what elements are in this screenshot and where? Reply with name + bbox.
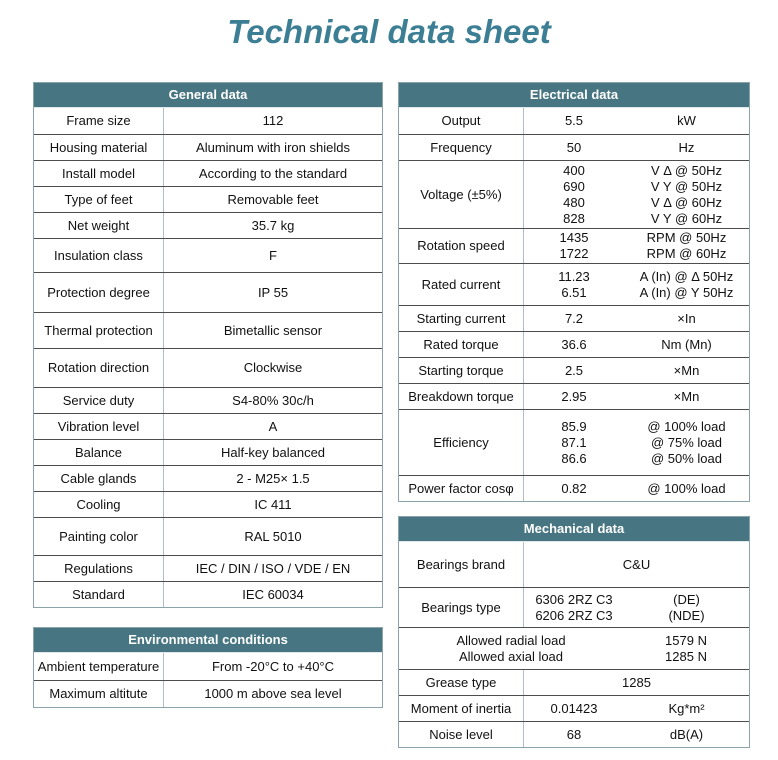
row-label [399, 332, 524, 357]
row-value-text: Aluminum with iron shields [196, 139, 350, 155]
row-label-text: Vibration level [57, 418, 140, 434]
row-label-text: Output [441, 113, 481, 128]
table-row [34, 272, 382, 312]
row-value-text: 86.6 [561, 450, 587, 466]
row-value-text: 2.95 [561, 388, 587, 404]
general-rows [34, 108, 382, 607]
row-value [164, 681, 382, 707]
row-label [34, 313, 164, 348]
row-label-text: Allowed radial load [456, 632, 566, 648]
row-label [34, 518, 164, 555]
table-mechanical [398, 516, 750, 748]
row-value-text: Removable feet [227, 191, 319, 207]
row-value-text: IC 411 [254, 496, 292, 512]
row-label-text: Starting torque [418, 362, 504, 378]
row-value-text: 50 [566, 139, 582, 155]
row-label [399, 229, 524, 263]
row-value [524, 358, 624, 383]
row-unit-text: Hz [678, 139, 695, 155]
table-header-general: General data [34, 83, 382, 108]
table-general [33, 82, 383, 608]
row-label [34, 388, 164, 413]
row-label [399, 722, 524, 747]
row-label-text: Net weight [67, 217, 130, 233]
row-label-text: Frequency [430, 139, 492, 155]
row-value [524, 670, 749, 695]
row-unit-text: ×In [677, 310, 696, 326]
row-unit-text: (NDE) [668, 607, 705, 623]
environmental-rows [34, 653, 382, 707]
row-label-text: Frame size [66, 113, 131, 128]
table-row [34, 517, 382, 555]
row-value [164, 273, 382, 312]
table-row [399, 587, 749, 627]
row-label-text: Efficiency [433, 434, 489, 450]
row-label [34, 239, 164, 272]
row-unit-text: A (In) @ Y 50Hz [639, 284, 734, 300]
row-value-text: 690 [563, 178, 585, 194]
row-value-text: S4-80% 30c/h [232, 392, 314, 408]
row-value [524, 229, 624, 263]
row-value [164, 108, 382, 134]
row-label-text: Starting current [416, 310, 506, 326]
row-unit [624, 410, 749, 475]
row-unit [624, 476, 749, 501]
row-unit-text: Kg*m² [668, 700, 705, 716]
table-row [399, 357, 749, 383]
row-value [623, 628, 749, 669]
row-value [524, 108, 624, 134]
row-label-text: Breakdown torque [408, 388, 514, 404]
table-environmental [33, 627, 383, 708]
row-label [399, 476, 524, 501]
row-unit [624, 384, 749, 409]
table-row [34, 680, 382, 707]
row-value-text: A [268, 418, 278, 434]
table-row [399, 695, 749, 721]
row-label [34, 213, 164, 238]
row-value [164, 492, 382, 517]
row-label [34, 349, 164, 387]
row-value [524, 696, 624, 721]
row-unit [624, 588, 749, 627]
table-row [399, 160, 749, 228]
page-title: Technical data sheet [227, 13, 551, 50]
row-value [164, 349, 382, 387]
row-value [164, 161, 382, 186]
row-label-text: Grease type [425, 674, 497, 690]
row-label-text: Thermal protection [44, 322, 153, 338]
row-unit-text: dB(A) [669, 726, 704, 742]
row-value [524, 588, 624, 627]
row-value-text: IP 55 [257, 284, 289, 300]
row-value-text: 1000 m above sea level [204, 686, 342, 701]
row-value-text: IEC / DIN / ISO / VDE / EN [195, 560, 351, 576]
table-row [399, 383, 749, 409]
row-value-text: 828 [563, 210, 585, 226]
mechanical-rows [399, 542, 749, 747]
table-row [34, 439, 382, 465]
table-row [34, 134, 382, 160]
right-column [398, 82, 750, 748]
row-value-text: Half-key balanced [220, 444, 326, 460]
table-row [34, 387, 382, 413]
table-row [399, 228, 749, 263]
row-value-text: 11.23 [558, 268, 590, 284]
row-label-text: Rotation speed [417, 238, 505, 253]
row-label [34, 135, 164, 160]
row-label-text: Cable glands [60, 470, 137, 486]
row-unit-text: V Δ @ 50Hz [650, 162, 723, 178]
row-label [34, 653, 164, 680]
row-unit-text: RPM @ 60Hz [646, 246, 727, 261]
row-label-text: Rated torque [423, 336, 499, 352]
row-label [34, 492, 164, 517]
row-label-text: Bearings brand [416, 556, 506, 572]
table-row [399, 331, 749, 357]
row-label-text: Noise level [429, 726, 493, 742]
row-value [164, 135, 382, 160]
left-column [33, 82, 383, 708]
row-label [399, 696, 524, 721]
row-value-text: F [269, 247, 277, 263]
row-merged-label [399, 628, 623, 669]
row-value [164, 466, 382, 491]
row-label [34, 161, 164, 186]
row-label [34, 414, 164, 439]
row-value-text: 6.51 [561, 284, 587, 300]
table-header-mechanical: Mechanical data [399, 517, 749, 542]
row-label [34, 582, 164, 607]
row-value-text: 6306 2RZ C3 [535, 591, 613, 607]
row-value-text: 7.2 [564, 310, 584, 326]
table-row [34, 108, 382, 134]
table-row [399, 108, 749, 134]
row-unit [624, 332, 749, 357]
row-label [34, 108, 164, 134]
row-label [399, 161, 524, 228]
row-value-text: From -20°C to +40°C [211, 658, 335, 674]
row-unit-text: V Y @ 60Hz [650, 210, 723, 226]
table-row [34, 413, 382, 439]
row-value-text: 400 [563, 162, 585, 178]
row-value-text: 480 [563, 194, 585, 210]
row-unit-text: @ 50% load [650, 450, 723, 466]
row-value-text: 2 - M25× 1.5 [236, 470, 310, 486]
row-label [399, 410, 524, 475]
row-label-text: Cooling [76, 496, 121, 512]
row-unit [624, 108, 749, 134]
row-value-text: RAL 5010 [244, 528, 302, 544]
row-value-text: C&U [622, 556, 651, 572]
table-row [34, 348, 382, 387]
row-label [34, 466, 164, 491]
row-value [164, 556, 382, 581]
row-value-text: 1285 N [665, 648, 707, 664]
row-unit-text: @ 100% load [647, 480, 726, 496]
table-row [34, 312, 382, 348]
row-unit [624, 135, 749, 160]
row-label-text: Bearings type [421, 599, 501, 615]
row-value-text: IEC 60034 [242, 586, 304, 602]
row-value-text: 5.5 [564, 113, 584, 128]
table-row [34, 581, 382, 607]
row-label [399, 670, 524, 695]
row-label-text: Ambient temperature [37, 658, 160, 674]
row-value-text: 6206 2RZ C3 [535, 607, 613, 623]
row-label-text: Balance [75, 444, 122, 460]
row-unit [624, 161, 749, 228]
row-value-text: 87.1 [561, 434, 587, 450]
table-row [399, 134, 749, 160]
row-label-text: Regulations [64, 560, 133, 576]
row-value [524, 542, 749, 587]
table-row [399, 627, 749, 669]
table-row [34, 238, 382, 272]
row-value [524, 332, 624, 357]
row-label [399, 108, 524, 134]
row-unit [624, 358, 749, 383]
row-label [34, 556, 164, 581]
row-value [524, 135, 624, 160]
row-unit-text: kW [677, 113, 696, 128]
row-value-text: 1579 N [665, 632, 707, 648]
row-unit [624, 722, 749, 747]
row-unit [624, 306, 749, 331]
row-label [34, 273, 164, 312]
row-value-text: 0.01423 [550, 700, 598, 716]
row-label-text: Rotation direction [47, 360, 150, 375]
row-value-text: 1435 [559, 230, 589, 245]
table-row [34, 212, 382, 238]
row-value [524, 410, 624, 475]
table-header-environmental: Environmental conditions [34, 628, 382, 653]
row-label-text: Type of feet [64, 191, 133, 207]
table-row [399, 409, 749, 475]
table-row [399, 542, 749, 587]
row-value-text: Clockwise [243, 360, 303, 375]
table-row [34, 653, 382, 680]
row-label-text: Maximum altitute [49, 686, 148, 701]
row-label-text: Allowed axial load [458, 648, 564, 664]
row-value-text: 0.82 [561, 480, 587, 496]
row-value [524, 476, 624, 501]
row-value-text: 112 [262, 113, 284, 128]
row-value-text: 35.7 kg [251, 217, 295, 233]
row-value [164, 440, 382, 465]
row-value-text: According to the standard [198, 165, 348, 181]
row-value [164, 213, 382, 238]
row-label-text: Rated current [421, 276, 501, 292]
row-value-text: Bimetallic sensor [223, 322, 323, 338]
row-unit-text: V Y @ 50Hz [650, 178, 723, 194]
table-row [34, 555, 382, 581]
row-unit-text: RPM @ 50Hz [646, 230, 727, 245]
row-value [524, 306, 624, 331]
row-value-text: 1722 [559, 246, 589, 261]
row-value-text: 2.5 [564, 362, 584, 378]
row-value [164, 313, 382, 348]
row-label [399, 542, 524, 587]
row-value [164, 414, 382, 439]
row-label [399, 588, 524, 627]
row-value [524, 384, 624, 409]
row-label-text: Moment of inertia [410, 700, 512, 716]
row-label-text: Service duty [62, 392, 135, 408]
row-value-text: 68 [566, 726, 582, 742]
row-label [399, 358, 524, 383]
table-row [34, 160, 382, 186]
table-row [34, 465, 382, 491]
row-label-text: Install model [62, 165, 135, 181]
row-label [34, 681, 164, 707]
table-row [34, 491, 382, 517]
row-label-text: Standard [72, 586, 125, 602]
row-value [524, 722, 624, 747]
table-row [399, 721, 749, 747]
electrical-rows [399, 108, 749, 501]
row-value [164, 582, 382, 607]
row-label-text: Housing material [49, 139, 148, 155]
row-value [164, 388, 382, 413]
row-unit-text: V Δ @ 60Hz [650, 194, 723, 210]
row-label-text: Power factor cosφ [408, 480, 514, 496]
row-value [524, 264, 624, 305]
row-unit-text: ×Mn [673, 388, 700, 404]
row-unit [624, 264, 749, 305]
row-unit-text: A (In) @ Δ 50Hz [639, 268, 734, 284]
row-label-text: Voltage (±5%) [420, 186, 502, 202]
row-label [399, 306, 524, 331]
table-row [399, 669, 749, 695]
row-label-text: Insulation class [54, 247, 143, 263]
row-label-text: Painting color [59, 528, 138, 544]
row-label [34, 187, 164, 212]
row-unit-text: Nm (Mn) [661, 336, 712, 352]
row-label [399, 384, 524, 409]
row-value [164, 187, 382, 212]
row-unit-text: @ 100% load [647, 418, 726, 434]
row-value [164, 239, 382, 272]
row-value [164, 653, 382, 680]
row-unit [624, 229, 749, 263]
row-value-text: 1285 [622, 674, 651, 690]
row-label [34, 440, 164, 465]
row-value [164, 518, 382, 555]
table-header-electrical: Electrical data [399, 83, 749, 108]
row-value-text: 36.6 [561, 336, 587, 352]
table-row [399, 475, 749, 501]
table-row [34, 186, 382, 212]
row-label [399, 264, 524, 305]
row-unit-text: ×Mn [673, 362, 700, 378]
row-value-text: 85.9 [561, 418, 587, 434]
row-label-text: Protection degree [47, 284, 150, 300]
row-unit-text: @ 75% load [650, 434, 723, 450]
row-value [524, 161, 624, 228]
row-label [399, 135, 524, 160]
row-unit [624, 696, 749, 721]
table-row [399, 305, 749, 331]
row-unit-text: (DE) [673, 591, 700, 607]
table-electrical [398, 82, 750, 502]
table-row [399, 263, 749, 305]
